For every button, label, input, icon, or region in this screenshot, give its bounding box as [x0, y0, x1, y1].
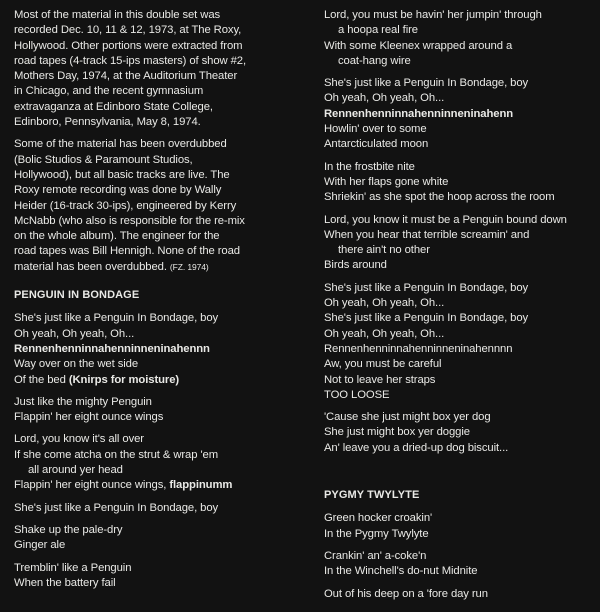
lyric-line: Rennenhenninnahenninneninahenn [324, 107, 514, 120]
lyric-stanza [14, 523, 304, 554]
lyric-stanza [324, 511, 596, 542]
liner-notes-paragraph-1 [14, 8, 304, 130]
lyric-line: Just like the mighty Penguin [14, 395, 152, 408]
lyric-line: Green hocker croakin' [324, 512, 433, 525]
lyric-line: She just might box yer doggie [324, 426, 470, 439]
text-line: extravaganza at Edinboro State College, [14, 100, 213, 113]
lyric-line: Birds around [324, 259, 387, 272]
lyric-line: Howlin' over to some [324, 123, 427, 136]
lyric-line: When you hear that terrible screamin' and [324, 228, 530, 241]
lyric-line: Out of his deep on a 'fore day run [324, 587, 488, 600]
signature: (FZ. 1974) [169, 261, 209, 272]
lyric-line: Rennenhenninnahenninneninahennn [14, 342, 210, 355]
left-column [14, 8, 304, 598]
lyric-stanza [324, 281, 596, 403]
text-line: McNabb (who also is responsible for the re-mix [14, 214, 245, 227]
song-title-penguin-in-bondage: PENGUIN IN BONDAGE [14, 289, 140, 302]
lyric-line: all around yer head [28, 464, 123, 477]
lyric-stanza [324, 410, 596, 456]
lyric-line: Rennenhenninnahenninneninahennnn [324, 342, 513, 355]
lyric-line: Oh yeah, Oh yeah, Oh... [14, 327, 135, 340]
liner-notes-paragraph-2 [14, 137, 304, 275]
lyric-line: Lord, you know it's all over [14, 433, 144, 446]
lyric-line: Lord, you know it must be a Penguin bound down [324, 213, 567, 226]
lyric-line: 'Cause she just might box yer dog [324, 411, 491, 424]
lyric-line: She's just like a Penguin In Bondage, boy [324, 77, 529, 90]
lyric-stanza [14, 561, 304, 592]
text-span: Flappin' her eight ounce wings, [14, 479, 167, 492]
lyric-line: Crankin' an' a-coke'n [324, 549, 427, 562]
text-span: (Knirps for moisture) [68, 373, 180, 386]
lyric-line: She's just like a Penguin In Bondage, boy [324, 281, 529, 294]
lyric-line: TOO LOOSE [324, 388, 390, 401]
text-line: in Chicago, and the recent gymnasium [14, 85, 204, 98]
text-line: Most of the material in this double set was [14, 9, 221, 21]
lyric-line: Lord, you must be havin' her jumpin' through [324, 9, 542, 21]
lyric-stanza [14, 501, 304, 516]
lyric-line: Ginger ale [14, 539, 66, 552]
text-line: Some of the material has been overdubbed [14, 138, 227, 151]
lyric-line: a hoopa real fire [338, 24, 418, 37]
lyric-line: In the frostbite nite [324, 160, 415, 173]
lyric-line: Flappin' her eight ounce wings [14, 411, 164, 424]
lyric-line: Tremblin' like a Penguin [14, 561, 132, 574]
lyric-line: Oh yeah, Oh yeah, Oh... [324, 297, 445, 310]
lyric-stanza [14, 311, 304, 387]
song-title-pygmy-twylyte: PYGMY TWYLYTE [324, 489, 420, 502]
lyric-line: coat-hang wire [338, 54, 411, 67]
lyric-stanza [324, 160, 596, 206]
lyric-line: Aw, you must be careful [324, 358, 442, 371]
text-line: Mothers Day, 1974, at the Auditorium Theater [14, 70, 238, 83]
text-line: Edinboro, Pennsylvania, May 8, 1974. [14, 116, 201, 129]
lyric-stanza [324, 549, 596, 580]
lyric-line [14, 478, 304, 493]
text-line: recorded Dec. 10, 11 & 12, 1973, at The Roxy, [14, 24, 242, 37]
lyric-line [14, 373, 304, 388]
lyric-line: She's just like a Penguin In Bondage, boy [324, 312, 529, 325]
lyric-line: With some Kleenex wrapped around a [324, 39, 513, 52]
lyric-line: In the Pygmy Twylyte [324, 527, 429, 540]
lyric-line: When the battery fail [14, 576, 116, 589]
right-column [324, 8, 596, 609]
spacer [324, 463, 596, 475]
text-span: flappinumm [169, 479, 233, 492]
text-line: road tapes was Bill Hennigh. None of the road [14, 245, 240, 258]
lyric-line: there ain't no other [338, 244, 430, 257]
lyric-line: Shake up the pale-dry [14, 523, 123, 536]
text-line: road tapes (4-track 15-ips masters) of show #2, [14, 54, 247, 67]
text-line: Heider (16-track 30-ips), engineered by Kerry [14, 199, 237, 212]
text-line: Hollywood), but all basic tracks are live. The [14, 168, 230, 181]
lyric-stanza [324, 8, 596, 69]
text-line [14, 260, 304, 275]
lyric-line: With her flaps gone white [324, 175, 449, 188]
lyric-line: In the Winchell's do-nut Midnite [324, 565, 478, 578]
lyric-line: She's just like a Penguin In Bondage, boy [14, 312, 219, 325]
lyric-line: She's just like a Penguin In Bondage, boy [14, 501, 219, 514]
text-line: Roxy remote recording was done by Wally [14, 184, 222, 197]
text-line: on the whole album). The engineer for the [14, 230, 220, 243]
lyric-line: Antarcticulated moon [324, 138, 429, 151]
lyric-line: Oh yeah, Oh yeah, Oh... [324, 327, 445, 340]
text-line: Hollywood. Other portions were extracted from [14, 39, 243, 52]
lyric-line: Oh yeah, Oh yeah, Oh... [324, 92, 445, 105]
lyric-line: An' leave you a dried-up dog biscuit... [324, 441, 509, 454]
lyric-stanza [324, 587, 596, 602]
text-span: material has been overdubbed. [14, 260, 167, 273]
lyric-line: Way over on the wet side [14, 358, 139, 371]
text-span: Of the bed [14, 373, 66, 386]
lyric-stanza [14, 395, 304, 426]
lyric-stanza [324, 76, 596, 152]
lyric-stanza [324, 213, 596, 274]
text-line: (Bolic Studios & Paramount Studios, [14, 153, 193, 166]
lyric-line: If she come atcha on the strut & wrap 'em [14, 448, 219, 461]
lyric-line: Shriekin' as she spot the hoop across the room [324, 191, 555, 204]
lyric-stanza [14, 432, 304, 493]
lyric-line: Not to leave her straps [324, 373, 436, 386]
